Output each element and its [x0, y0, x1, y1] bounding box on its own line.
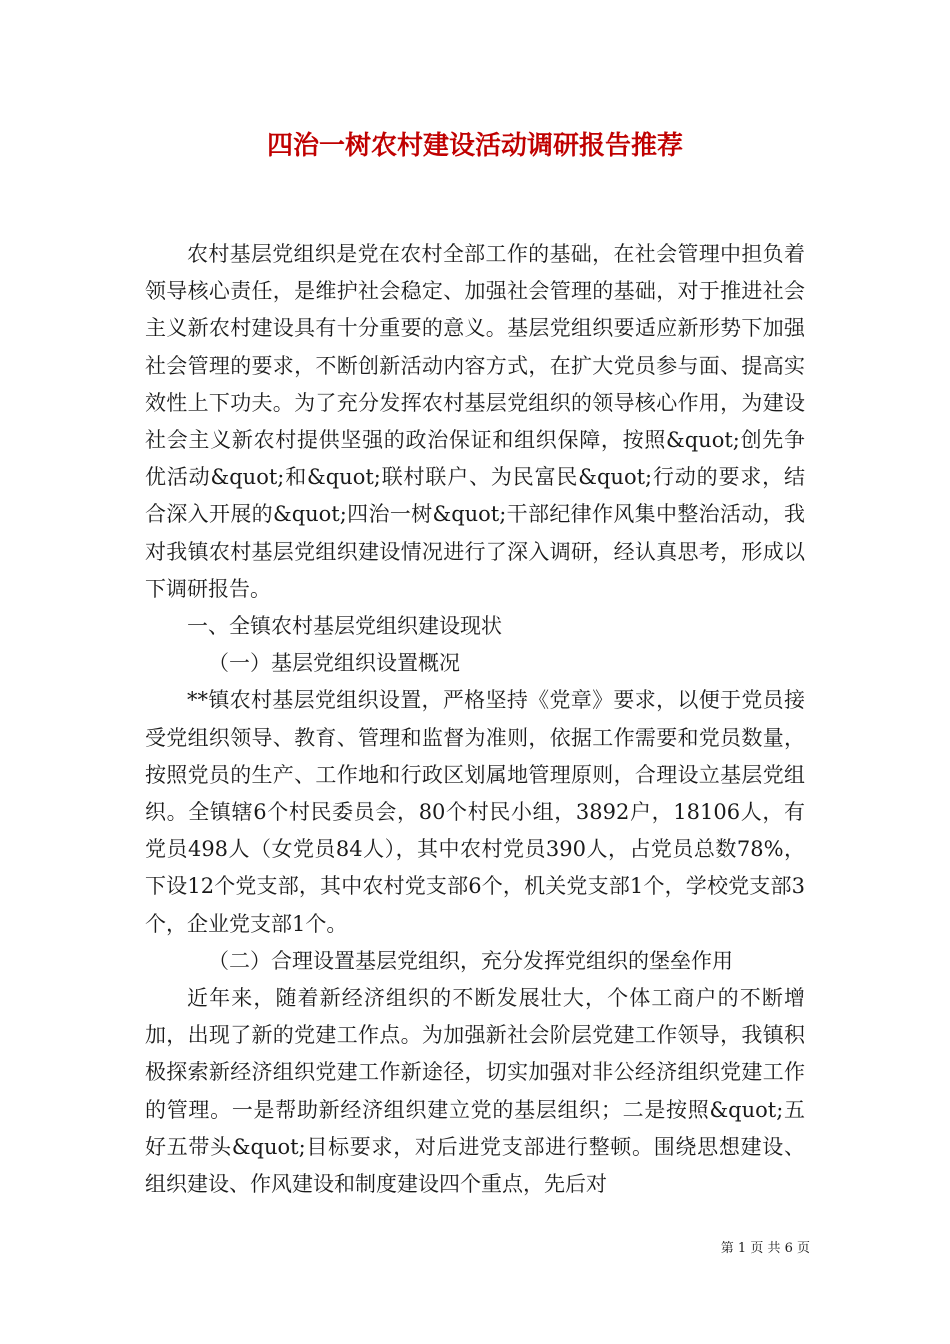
paragraph-overview: **镇农村基层党组织设置，严格坚持《党章》要求，以便于党员接受党组织领导、教育、管理和监督为准则，依据工作需要和党员数量，按照党员的生产、工作地和行政区划属地管理原则，合理设立基层党组织。全镇辖6个村民委员会，80个村民小组，3892户，18106人，有党员498人（女党员84人），其中农村党员390人，占党员总数78%，下设12个党支部，其中农村党支部6个，机关党支部1个，学校党支部3个，企业党支部1个。 [145, 688, 805, 936]
page-footer: 第 1 页 共 6 页 [720, 1241, 810, 1256]
section-heading-1: 一、全镇农村基层党组织建设现状 [187, 614, 502, 639]
subsection-heading-2: （二）合理设置基层党组织，充分发挥党组织的堡垒作用 [208, 948, 733, 973]
paragraph-intro: 农村基层党组织是党在农村全部工作的基础，在社会管理中担负着领导核心责任，是维护社会稳定、加强社会管理的基础，对于推进社会主义新农村建设具有十分重要的意义。基层党组织要适应新形势下加强社会管理的要求，不断创新活动内容方式，在扩大党员参与面、提高实效性上下功夫。为了充分发挥农村基层党组织的领导核心作用，为建设社会主义新农村提供坚强的政治保证和组织保障，按照&quot;创先争优活动&quot;和&quot;联村联户、为民富民&quot;行动的要求，结合深入开展的&quot;四治一树&quot;干部纪律作风集中整治活动，我对我镇农村基层党组织建设情况进行了深入调研，经认真思考，形成以下调研报告。 [145, 242, 805, 601]
paragraph-recent-years: 近年来，随着新经济组织的不断发展壮大，个体工商户的不断增加，出现了新的党建工作点。为加强新社会阶层党建工作领导，我镇积极探索新经济组织党建工作新途径，切实加强对非公经济组织党建工作的管理。一是帮助新经济组织建立党的基层组织；二是按照&quot;五好五带头&quot;目标要求，对后进党支部进行整顿。围绕思想建设、组织建设、作风建设和制度建设四个重点，先后对 [145, 986, 805, 1197]
document-body [145, 236, 805, 1203]
document-title: 四治一树农村建设活动调研报告推荐 [266, 131, 683, 161]
subsection-heading-1: （一）基层党组织设置概况 [208, 651, 460, 676]
